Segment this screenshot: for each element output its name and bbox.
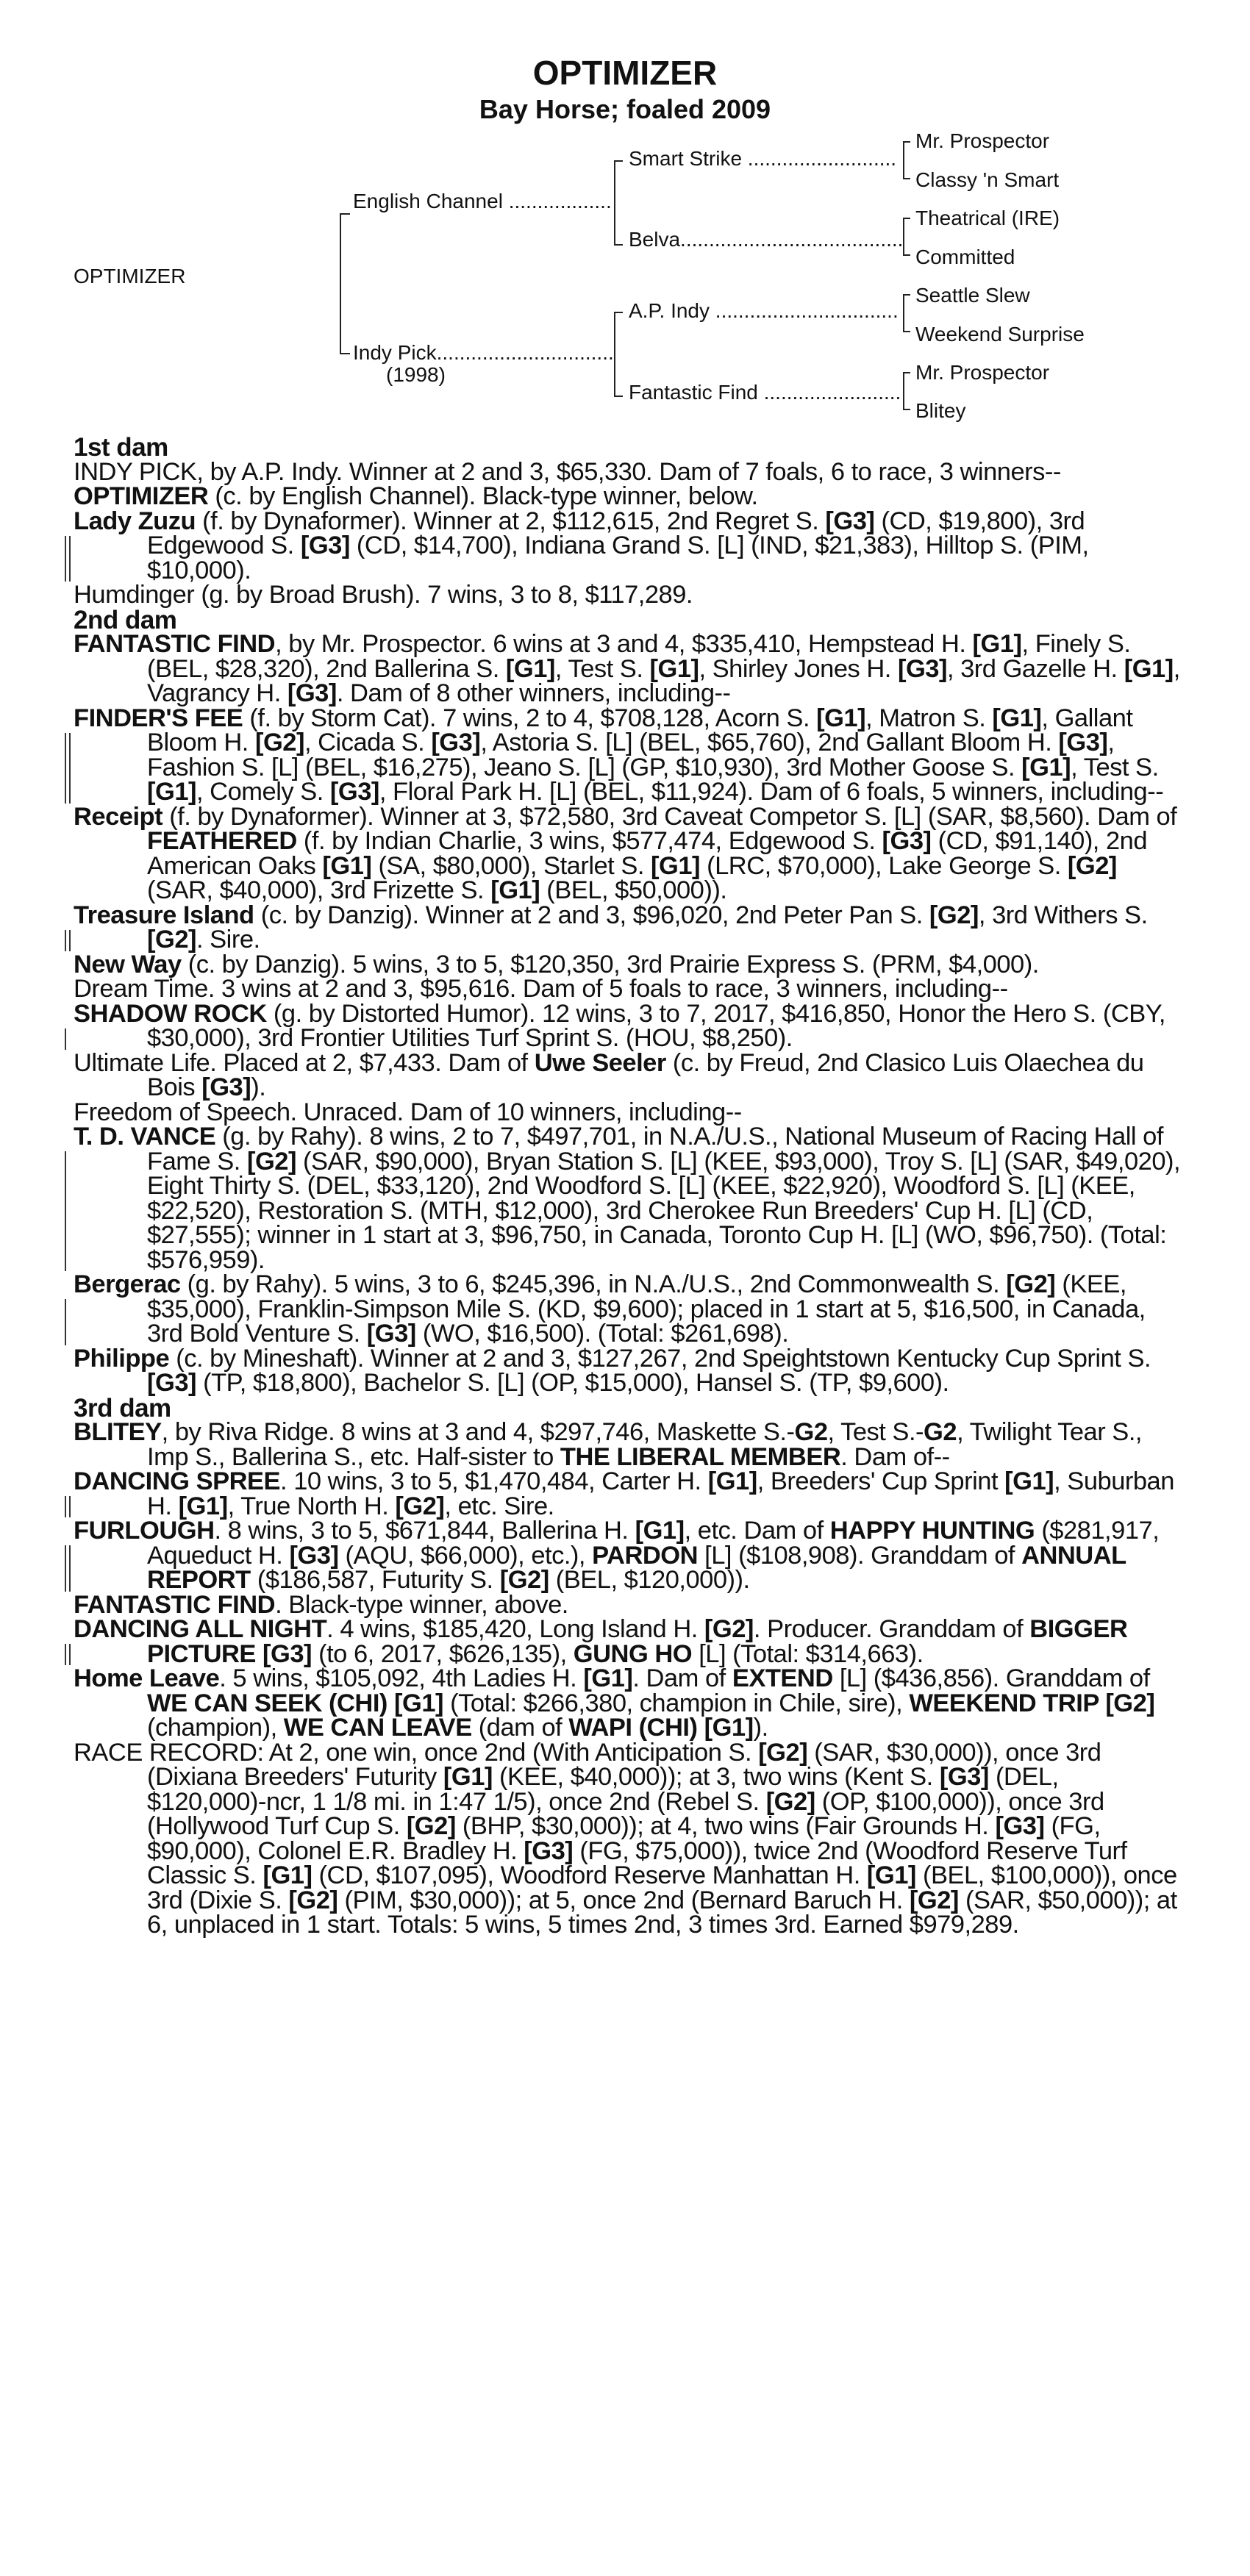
pedigree-g4-7: Mr. Prospector [915, 361, 1050, 384]
produce-furlough: FURLOUGH. 8 wins, 3 to 5, $671,844, Ballerina H. [G1], etc. Dam of HAPPY HUNTING ($281,917, Aqueduct H. [G3] (AQU, $66,000), etc.), PARDON [L] ($108,908). Granddam of ANNUAL REPORT ($186,587, Futurity S. [G2] (BEL, $120,000)). [74, 1519, 1184, 1593]
pedigree-g4-5: Seattle Slew [915, 284, 1030, 307]
horse-name-title: OPTIMIZER [532, 54, 718, 92]
produce-finders-fee: FINDER'S FEE (f. by Storm Cat). 7 wins, 2 to 4, $708,128, Acorn S. [G1], Matron S. [G1], Gallant Bloom H. [G2], Cicada S. [G3], Astoria S. [L] (BEL, $65,760), 2nd Gallant Bloom H. [G3], Fashion S. [L] (BEL, $16,275), Jeano S. [L] (GP, $10,930), 3rd Mother Goose S. [G1], Test S. [G1], Comely S. [G3], Floral Park H. [L] (BEL, $11,924). Dam of 6 foals, 5 winners, including-- [74, 706, 1184, 805]
third-dam-heading: 3rd dam [74, 1393, 171, 1423]
pedigree-g4-2: Classy 'n Smart [915, 168, 1060, 191]
pedigree-dam: Indy Pick............................... [353, 341, 614, 364]
second-dam-entry: FANTASTIC FIND, by Mr. Prospector. 6 wins at 3 and 4, $335,410, Hempstead H. [G1], Finely S. (BEL, $28,320), 2nd Ballerina S. [G1], Test S. [G1], Shirley Jones H. [G3], 3rd Gazelle H. [G1], Vagrancy H. [G3]. Dam of 8 other winners, including-- [74, 630, 1180, 707]
produce-fantastic-find: FANTASTIC FIND. Black-type winner, above. [74, 1590, 568, 1619]
pedigree-g4-8: Blitey [915, 399, 966, 422]
pedigree-line [340, 353, 350, 354]
pedigree-line [903, 178, 910, 179]
produce-new-way: New Way (c. by Danzig). 5 wins, 3 to 5, $120,350, 3rd Prairie Express S. (PRM, $4,000). [74, 950, 1039, 978]
produce-lady-zuzu: Lady Zuzu (f. by Dynaformer). Winner at 2, $112,615, 2nd Regret S. [G3] (CD, $19,800), 3rd Edgewood S. [G3] (CD, $14,700), Indiana Grand S. [L] (IND, $21,383), Hilltop S. (PIM, $10,000). [74, 509, 1184, 584]
pedigree-line [903, 141, 910, 143]
pedigree-line [614, 312, 623, 313]
pedigree-dam-year: (1998) [386, 363, 446, 386]
pedigree-line [903, 331, 910, 332]
pedigree-line [903, 409, 910, 410]
pedigree-line [903, 141, 904, 179]
pedigree-subject: OPTIMIZER [74, 265, 186, 287]
pedigree-line [903, 294, 904, 332]
produce-dancing-all-night: DANCING ALL NIGHT. 4 wins, $185,420, Long Island H. [G2]. Producer. Granddam of BIGGER PICTURE [G3] (to 6, 2017, $626,135), GUNG HO [L] (Total: $314,663). [74, 1617, 1184, 1667]
pedigree-g4-3: Theatrical (IRE) [915, 207, 1060, 229]
produce-bergerac: Bergerac (g. by Rahy). 5 wins, 3 to 6, $245,396, in N.A./U.S., 2nd Commonwealth S. [G2] (KEE, $35,000), Franklin-Simpson Mile S. (KD, $9,600); placed in 1 start at 5, $16,500, in Canada, 3rd Bold Venture S. [G3] (WO, $16,500). (Total: $261,698). [74, 1273, 1184, 1347]
second-dam-heading: 2nd dam [74, 605, 177, 634]
first-dam-entry: INDY PICK, by A.P. Indy. Winner at 2 and 3, $65,330. Dam of 7 foals, 6 to race, 3 winners-- [74, 457, 1061, 486]
race-record: RACE RECORD: At 2, one win, once 2nd (With Anticipation S. [G2] (SAR, $30,000)), once 3rd (Dixiana Breeders' Futurity [G1] (KEE, $40,000)); at 3, two wins (Kent S. [G3] (DEL, $120,000)-ncr, 1 1/8 mi. in 1:47 1/5), once 2nd (Rebel S. [G2] (OP, $100,000)), once 3rd (Hollywood Turf Cup S. [G2] (BHP, $30,000)); at 4, two wins (Fair Grounds H. [G3] (FG, $90,000), Colonel E.R. Bradley H. [G3] (FG, $75,000)), twice 2nd (Woodford Reserve Turf Classic S. [G1] (CD, $107,095), Woodford Reserve Manhattan H. [G1] (BEL, $100,000)), once 3rd (Dixie S. [G2] (PIM, $30,000)); at 5, once 2nd (Bernard Baruch H. [G2] (SAR, $50,000)); at 6, unplaced in 1 start. Totals: 5 wins, 5 times 2nd, 3 times 3rd. Earned $979,289. [74, 1738, 1177, 1939]
pedigree-dam-sire: A.P. Indy ................................ [629, 299, 899, 322]
pedigree-line [614, 396, 623, 397]
pedigree-line [903, 372, 910, 373]
pedigree-sire-sire: Smart Strike .......................... [629, 147, 897, 170]
produce-philippe: Philippe (c. by Mineshaft). Winner at 2 and 3, $127,267, 2nd Speightstown Kentucky Cup Sprint S. [G3] (TP, $18,800), Bachelor S. [L] (OP, $15,000), Hansel S. (TP, $9,600). [74, 1344, 1151, 1397]
pedigree-line [614, 160, 615, 246]
produce-ultimate-life: Ultimate Life. Placed at 2, $7,433. Dam of Uwe Seeler (c. by Freud, 2nd Clasico Luis Olaechea du Bois [G3]). [74, 1048, 1144, 1101]
produce-receipt: Receipt (f. by Dynaformer). Winner at 3, $72,580, 3rd Caveat Competor S. [L] (SAR, $8,560). Dam of FEATHERED (f. by Indian Charlie, 3 wins, $577,474, Edgewood S. [G3] (CD, $91,140), 2nd American Oaks [G1] (SA, $80,000), Starlet S. [G1] (LRC, $70,000), Lake George S. [G2] (SAR, $40,000), 3rd Frizette S. [G1] (BEL, $50,000)). [74, 802, 1177, 904]
pedigree-g4-6: Weekend Surprise [915, 323, 1085, 346]
pedigree-sire: English Channel .................. [353, 190, 612, 212]
pedigree-line [614, 244, 623, 246]
pedigree-line [340, 213, 341, 354]
produce-optimizer: OPTIMIZER (c. by English Channel). Black-type winner, below. [74, 482, 758, 510]
pedigree-g4-1: Mr. Prospector [915, 129, 1050, 152]
produce-treasure-island: Treasure Island (c. by Danzig). Winner at 2 and 3, $96,020, 2nd Peter Pan S. [G2], 3rd Withers S. [G2]. Sire. [74, 904, 1184, 953]
pedigree-line [903, 218, 904, 256]
pedigree-line [614, 160, 623, 162]
pedigree-line [903, 254, 910, 256]
catalog-body [74, 435, 1184, 1938]
horse-subtitle: Bay Horse; foaled 2009 [479, 94, 771, 124]
produce-dancing-spree: DANCING SPREE. 10 wins, 3 to 5, $1,470,484, Carter H. [G1], Breeders' Cup Sprint [G1], Suburban H. [G1], True North H. [G2], etc. Sire. [74, 1470, 1184, 1519]
pedigree-sire-dam: Belva....................................... [629, 228, 904, 251]
third-dam-entry: BLITEY, by Riva Ridge. 8 wins at 3 and 4, $297,746, Maskette S.-G2, Test S.-G2, Twilight Tear S., Imp S., Ballerina S., etc. Half-sister to THE LIBERAL MEMBER. Dam of-- [74, 1418, 1142, 1471]
produce-dream-time: Dream Time. 3 wins at 2 and 3, $95,616. Dam of 5 foals to race, 3 winners, including-- [74, 975, 1008, 1003]
pedigree-line [340, 213, 350, 215]
pedigree-line [614, 312, 615, 397]
pedigree-line [903, 294, 910, 296]
produce-td-vance: T. D. VANCE (g. by Rahy). 8 wins, 2 to 7, $497,701, in N.A./U.S., National Museum of Racing Hall of Fame S. [G2] (SAR, $90,000), Bryan Station S. [L] (KEE, $93,000), Troy S. [L] (SAR, $49,020), Eight Thirty S. (DEL, $33,120), 2nd Woodford S. [L] (KEE, $22,920), Woodford S. [L] (KEE, $22,520), Restoration S. (MTH, $12,000), 3rd Cherokee Run Breeders' Cup H. [L] (CD, $27,555); winner in 1 start at 3, $96,750, in Canada, Toronto Cup H. [L] (WO, $96,750). (Total: $576,959). [74, 1125, 1184, 1273]
pedigree-dam-dam: Fantastic Find ........................ [629, 381, 901, 404]
produce-humdinger: Humdinger (g. by Broad Brush). 7 wins, 3 to 8, $117,289. [74, 581, 693, 609]
produce-shadow-rock: SHADOW ROCK (g. by Distorted Humor). 12 wins, 3 to 7, 2017, $416,850, Honor the Hero S. (CBY, $30,000), 3rd Frontier Utilities Turf Sprint S. (HOU, $8,250). [74, 1002, 1184, 1051]
first-dam-heading: 1st dam [74, 433, 168, 462]
produce-home-leave: Home Leave. 5 wins, $105,092, 4th Ladies H. [G1]. Dam of EXTEND [L] ($436,856). Granddam of WE CAN SEEK (CHI) [G1] (Total: $266,380, champion in Chile, sire), WEEKEND TRIP [G2] (champion), WE CAN LEAVE (dam of WAPI (CHI) [G1]). [74, 1664, 1155, 1742]
pedigree-line [903, 372, 904, 410]
pedigree-g4-4: Committed [915, 246, 1015, 268]
pedigree-line [903, 218, 910, 219]
produce-freedom-of-speech: Freedom of Speech. Unraced. Dam of 10 winners, including-- [74, 1098, 742, 1126]
